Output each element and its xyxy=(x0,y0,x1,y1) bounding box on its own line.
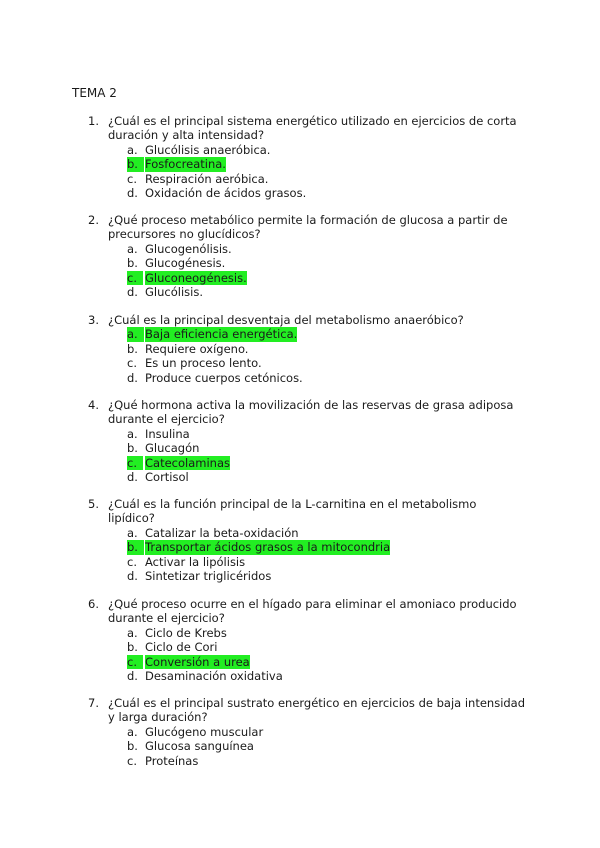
option-letter: c. xyxy=(127,171,137,186)
option-text: Ciclo de Krebs xyxy=(145,625,227,640)
question-number: 6. xyxy=(88,597,99,611)
option-text: Produce cuerpos cetónicos. xyxy=(145,370,303,385)
question-text: ¿Cuál es el principal sistema energético utilizado en ejercicios de corta duración y alta intensidad? xyxy=(108,114,517,143)
option-text: Glucógeno muscular xyxy=(145,724,264,739)
option-letter: c. xyxy=(127,456,143,470)
option-text: Cortisol xyxy=(145,469,189,484)
option-letter: b. xyxy=(127,640,138,655)
question-number: 5. xyxy=(88,497,99,511)
option-text: Gluconeogénesis. xyxy=(145,270,247,285)
option-letter: c. xyxy=(127,356,137,371)
option-letter: d. xyxy=(127,568,138,583)
option-text: Desaminación oxidativa xyxy=(145,668,283,683)
option-letter: d. xyxy=(127,284,138,299)
option-text: Catalizar la beta-oxidación xyxy=(145,525,299,540)
option-text: Glucogénesis. xyxy=(145,256,226,271)
question-text: ¿Qué hormona activa la movilización de las reservas de grasa adiposa durante el ejercicio? xyxy=(108,398,514,427)
question-number: 4. xyxy=(88,398,99,412)
option-text: Baja eficiencia energética. xyxy=(145,327,298,342)
option-text: Respiración aeróbica. xyxy=(145,171,269,186)
question-number: 1. xyxy=(88,114,99,128)
option-text: Oxidación de ácidos grasos. xyxy=(145,185,307,200)
question-text: ¿Cuál es la función principal de la L-carnitina en el metabolismo lipídico? xyxy=(108,497,477,526)
option-letter: a. xyxy=(127,426,138,441)
question-text: ¿Qué proceso metabólico permite la formación de glucosa a partir de precursores no glucídicos? xyxy=(108,213,508,242)
option-text: Fosfocreatina. xyxy=(145,157,226,172)
option-letter: d. xyxy=(127,185,138,200)
option-letter: b. xyxy=(127,441,138,456)
option-text: Glucagón xyxy=(145,441,200,456)
question-text: ¿Cuál es el principal sustrato energético en ejercicios de baja intensidad y larga duración? xyxy=(108,696,526,725)
question-number: 3. xyxy=(88,313,99,327)
option-text: Transportar ácidos grasos a la mitocondria xyxy=(145,540,391,555)
option-letter: b. xyxy=(127,256,138,271)
option-letter: a. xyxy=(127,142,138,157)
option-letter: c. xyxy=(127,554,137,569)
option-letter: b. xyxy=(127,739,138,754)
option-text: Proteínas xyxy=(145,753,199,768)
option-letter: d. xyxy=(127,469,138,484)
option-letter: c. xyxy=(127,271,143,285)
option-text: Glucosa sanguínea xyxy=(145,739,254,754)
page-title: TEMA 2 xyxy=(72,86,117,100)
option-text: Ciclo de Cori xyxy=(145,640,218,655)
option-text: Glucólisis anaeróbica. xyxy=(145,142,271,157)
option-text: Insulina xyxy=(145,426,190,441)
option-letter: a. xyxy=(127,241,138,256)
option-letter: d. xyxy=(127,668,138,683)
question-text: ¿Qué proceso ocurre en el hígado para eliminar el amoniaco producido durante el ejercicio? xyxy=(108,597,517,626)
option-letter: b. xyxy=(127,341,138,356)
option-letter: a. xyxy=(127,327,144,341)
question-number: 2. xyxy=(88,213,99,227)
option-letter: d. xyxy=(127,370,138,385)
option-letter: a. xyxy=(127,625,138,640)
option-text: Glucólisis. xyxy=(145,284,203,299)
option-letter: c. xyxy=(127,753,137,768)
option-text: Activar la lipólisis xyxy=(145,554,246,569)
option-letter: c. xyxy=(127,655,143,669)
option-text: Es un proceso lento. xyxy=(145,356,262,371)
option-text: Requiere oxígeno. xyxy=(145,341,249,356)
option-letter: b. xyxy=(127,540,144,554)
option-letter: a. xyxy=(127,724,138,739)
option-text: Conversión a urea xyxy=(145,654,250,669)
option-text: Sintetizar triglicéridos xyxy=(145,568,272,583)
question-text: ¿Cuál es la principal desventaja del metabolismo anaeróbico? xyxy=(108,313,464,327)
option-letter: b. xyxy=(127,157,144,171)
option-text: Glucogenólisis. xyxy=(145,241,232,256)
option-letter: a. xyxy=(127,525,138,540)
option-text: Catecolaminas xyxy=(145,455,230,470)
question-number: 7. xyxy=(88,696,99,710)
